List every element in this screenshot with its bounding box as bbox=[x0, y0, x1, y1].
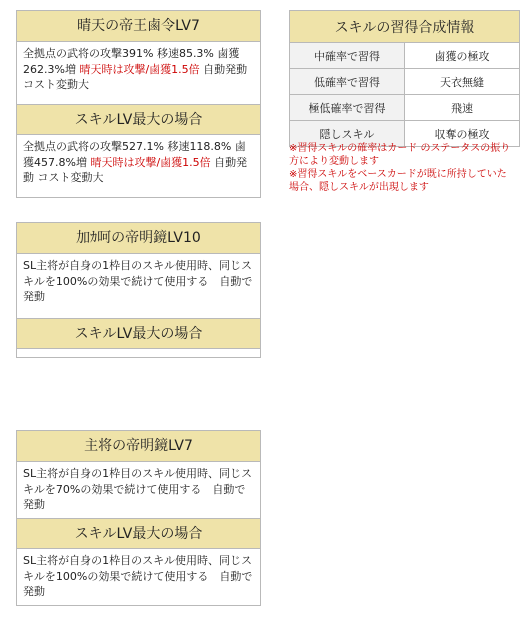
info-title: スキルの習得合成情報 bbox=[290, 11, 520, 43]
skill-box-teimeikyo-lv10 bbox=[16, 222, 261, 358]
note-hidden-skill: ※習得スキルをベースカードが既に所持していた場合、隠しスキルが出現します bbox=[289, 169, 507, 193]
row-label: 極低確率で習得 bbox=[290, 95, 405, 121]
row-label: 低確率で習得 bbox=[290, 69, 405, 95]
skill-max-tail: 自動発動 コスト変動大 bbox=[23, 155, 248, 184]
skill-max-description bbox=[17, 349, 260, 357]
skill-max-title: スキルLV最大の場合 bbox=[17, 318, 260, 349]
skill-max-description bbox=[17, 135, 260, 197]
skill-description: SL主将が自身の1枠目のスキル使用時、同じスキルを70%の効果で続けて使用する 自動で発動 bbox=[23, 467, 252, 511]
skill-max-highlight: 晴天時は攻撃/鹵獲1.5倍 bbox=[90, 155, 211, 169]
skill-title: 加ｶ呵の帝明鏡LV10 bbox=[17, 223, 260, 254]
skill-acquire-table bbox=[289, 10, 520, 147]
skill-desc-tail: 自動発動 コスト変動大 bbox=[23, 62, 248, 91]
table-row bbox=[290, 43, 520, 69]
skill-description bbox=[17, 42, 260, 104]
skill-max-text: 全拠点の武将の攻撃527.1% 移速118.8% 鹵獲457.8%増 bbox=[23, 140, 246, 169]
row-label: 隠しスキル bbox=[290, 121, 405, 147]
skill-box-seiten bbox=[16, 10, 261, 198]
skill-max-description: SL主将が自身の1枠目のスキル使用時、同じスキルを100%の効果で続けて使用する 自動で発動 bbox=[23, 554, 253, 598]
row-value: 天衣無縫 bbox=[405, 69, 520, 95]
note-probability: ※習得スキルの確率はカード のステータスの振り方により変動します bbox=[289, 143, 511, 167]
skill-title: 主将の帝明鏡LV7 bbox=[17, 431, 260, 462]
skill-description: SL主将が自身の1枠目のスキル使用時、同じスキルを100%の効果で続けて使用する 自動で発動 bbox=[23, 259, 253, 303]
skill-max-title: スキルLV最大の場合 bbox=[17, 518, 260, 549]
skill-box-shusho-teimeikyo bbox=[16, 430, 261, 606]
skill-title: 晴天の帝王鹵令LV7 bbox=[17, 11, 260, 42]
table-row bbox=[290, 95, 520, 121]
skill-max-title: スキルLV最大の場合 bbox=[17, 104, 260, 135]
skill-desc-highlight: 晴天時は攻撃/鹵獲1.5倍 bbox=[79, 62, 200, 76]
skill-desc-text: 全拠点の武将の攻撃391% 移速85.3% 鹵獲262.3%増 bbox=[23, 47, 240, 76]
info-notes bbox=[289, 142, 515, 194]
row-value: 収奪の極攻 bbox=[405, 121, 520, 147]
row-value: 鹵獲の極攻 bbox=[405, 43, 520, 69]
table-row bbox=[290, 69, 520, 95]
row-value: 飛速 bbox=[405, 95, 520, 121]
row-label: 中確率で習得 bbox=[290, 43, 405, 69]
